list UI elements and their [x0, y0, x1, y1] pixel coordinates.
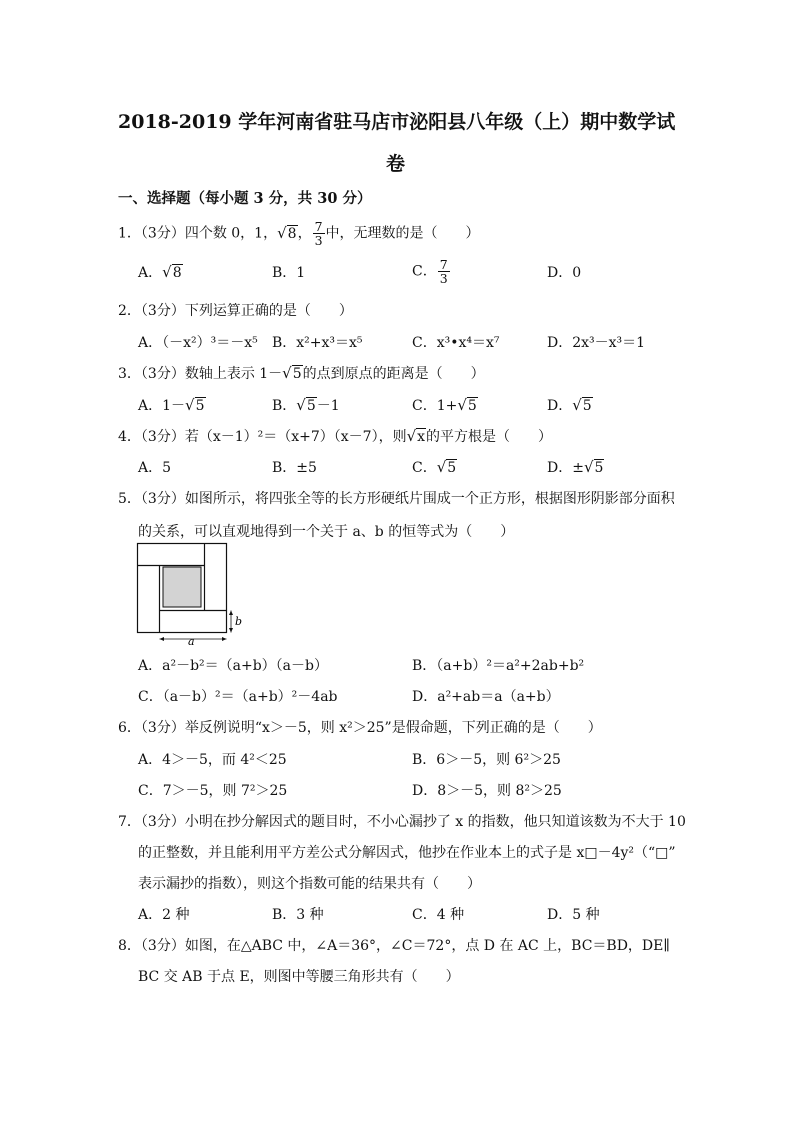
- question-3-option-c[interactable]: C．1+√5: [412, 396, 477, 414]
- question-7-option-a[interactable]: A．2 种: [138, 907, 190, 923]
- question-1-option-a[interactable]: A．√8: [138, 263, 182, 281]
- question-4-option-a[interactable]: A．5: [138, 460, 172, 476]
- question-1-stem: 1．（3分）四个数 0，1，√8， $\frac{7}{3}$ 中，无理数的是（ ）: [118, 219, 480, 248]
- question-6-option-d[interactable]: D．8＞－5，则 8²＞25: [412, 783, 562, 799]
- figure-label-a: a: [188, 635, 195, 646]
- question-3-option-b[interactable]: B．√5－1: [272, 396, 340, 414]
- question-1-option-d[interactable]: D．0: [547, 265, 582, 281]
- question-5-option-b[interactable]: B．（a+b）²＝a²+2ab+b²: [412, 658, 585, 674]
- page-title-line1: 2018-2019 学年河南省驻马店市泌阳县八年级（上）期中数学试: [118, 111, 676, 133]
- question-3-option-a[interactable]: A．1－√5: [138, 396, 205, 414]
- question-4-option-d[interactable]: D．±√5: [547, 458, 604, 476]
- question-2-option-a[interactable]: A．（－x²）³＝－x⁵: [138, 335, 258, 351]
- question-1-option-b[interactable]: B．1: [272, 265, 306, 281]
- question-8-stem-line1: 8．（3分）如图，在△ABC 中，∠A＝36°，∠C＝72°，点 D 在 AC 上，BC＝BD，DE∥: [118, 938, 670, 954]
- question-6-option-a[interactable]: A．4＞－5，而 4²＜25: [138, 752, 287, 768]
- question-7-stem-line2: 的正整数，并且能利用平方差公式分解因式，他抄在作业本上的式子是 x□－4y²（“□”: [138, 845, 676, 861]
- question-2-option-b[interactable]: B．x²+x³＝x⁵: [272, 335, 363, 351]
- question-6-option-b[interactable]: B．6＞－5，则 6²＞25: [412, 752, 561, 768]
- question-8-stem-line2: BC 交 AB 于点 E，则图中等腰三角形共有（ ）: [138, 969, 460, 985]
- question-2-stem: 2．（3分）下列运算正确的是（ ）: [118, 303, 353, 319]
- question-7-option-c[interactable]: C．4 种: [412, 907, 465, 923]
- fraction: $\frac{7}{3}$: [314, 219, 323, 248]
- question-5-figure: [136, 542, 248, 646]
- question-7-option-d[interactable]: D．5 种: [547, 907, 600, 923]
- question-7-stem-line1: 7．（3分）小明在抄分解因式的题目时，不小心漏抄了 x 的指数，他只知道该数为不大于 10: [118, 814, 686, 830]
- question-3-option-d[interactable]: D．√5: [547, 396, 592, 414]
- question-5-option-a[interactable]: A．a²－b²＝（a+b）（a－b）: [138, 658, 328, 674]
- page-title-line2: 卷: [386, 153, 406, 175]
- sqrt-symbol: √8: [277, 223, 297, 242]
- question-4-option-c[interactable]: C．√5: [412, 458, 457, 476]
- question-5-option-c[interactable]: C．（a－b）²＝（a+b）²－4ab: [138, 689, 338, 705]
- question-4-stem: 4．（3分）若（x－1）²＝（x+7）（x－7），则√x的平方根是（ ）: [118, 427, 553, 445]
- question-5-option-d[interactable]: D．a²+ab＝a（a+b）: [412, 689, 560, 705]
- section-heading: 一、选择题（每小题 3 分，共 30 分）: [118, 190, 372, 207]
- question-5-stem-line1: 5．（3分）如图所示，将四张全等的长方形硬纸片围成一个正方形，根据图形阴影部分面积: [118, 491, 675, 507]
- question-6-option-c[interactable]: C．7＞－5，则 7²＞25: [138, 783, 288, 799]
- figure-label-b: b: [235, 615, 243, 628]
- question-1-option-c[interactable]: C． $\frac{7}{3}$: [412, 257, 448, 286]
- question-2-option-c[interactable]: C．x³•x⁴＝x⁷: [412, 335, 500, 351]
- question-7-option-b[interactable]: B．3 种: [272, 907, 324, 923]
- question-2-option-d[interactable]: D．2x³－x³＝1: [547, 335, 646, 351]
- question-4-option-b[interactable]: B．±5: [272, 460, 317, 476]
- question-5-stem-line2: 的关系，可以直观地得到一个关于 a、b 的恒等式为（ ）: [138, 524, 515, 540]
- question-6-stem: 6．（3分）举反例说明“x＞－5，则 x²＞25”是假命题，下列正确的是（ ）: [118, 720, 602, 736]
- question-3-stem: 3．（3分）数轴上表示 1－√5的点到原点的距离是（ ）: [118, 364, 485, 382]
- question-7-stem-line3: 表示漏抄的指数），则这个指数可能的结果共有（ ）: [138, 876, 481, 892]
